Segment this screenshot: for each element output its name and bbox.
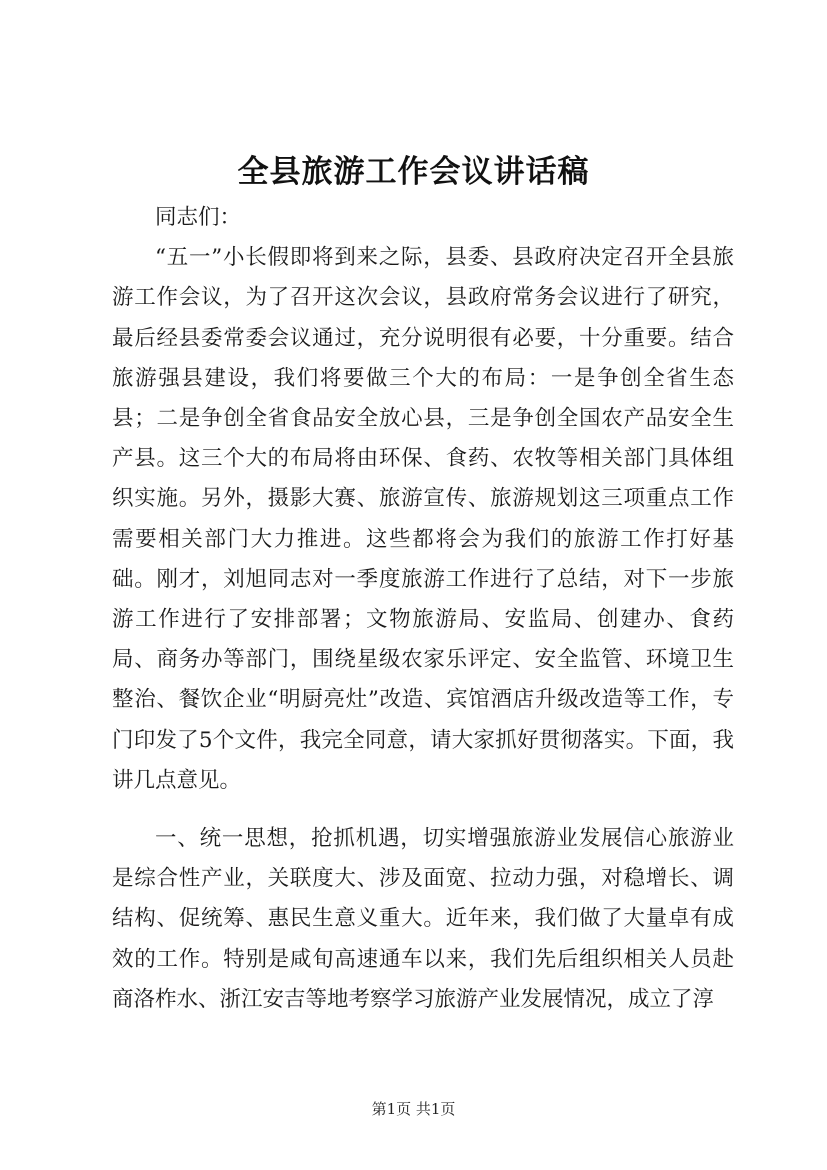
paragraph-1: “五一”小长假即将到来之际，县委、县政府决定召开全县旅游工作会议，为了召开这次会议，县政府常务会议进行了研究，最后经县委常委会议通过，充分说明很有必要，十分重要。结合旅游强县建设，我们将要做三个大的布局：一是争创全省生态县；二是争创全省食品安全放心县，三是争创全国农产品安全生产县。这三个大的布局将由环保、食药、农牧等相关部门具体组织实施。另外，摄影大赛、旅游宣传、旅游规划这三项重点工作需要相关部门大力推进。这些都将会为我们的旅游工作打好基础。刚才，刘旭同志对一季度旅游工作进行了总结，对下一步旅游工作进行了安排部署；文物旅游局、安监局、创建办、食药局、商务办等部门，围绕星级农家乐评定、安全监管、环境卫生整治、餐饮企业“明厨亮灶”改造、宾馆酒店升级改造等工作，专门印发了5个文件，我完全同意，请大家抓好贯彻落实。下面，我讲几点意见。 <box>112 245 734 793</box>
greeting: 同志们： <box>155 205 242 230</box>
document-body <box>112 198 734 1020</box>
page-footer: 第1页 共1页 <box>371 1100 456 1118</box>
document-title: 全县旅游工作会议讲话稿 <box>237 154 590 190</box>
paragraph-2: 一、统一思想，抢抓机遇，切实增强旅游业发展信心旅游业是综合性产业，关联度大、涉及面宽、拉动力强，对稳增长、调结构、促统筹、惠民生意义重大。近年来，我们做了大量卓有成效的工作。特别是咸旬高速通车以来，我们先后组织相关人员赴商洛柞水、浙江安吉等地考察学习旅游产业发展情况，成立了淳 <box>112 826 734 1012</box>
